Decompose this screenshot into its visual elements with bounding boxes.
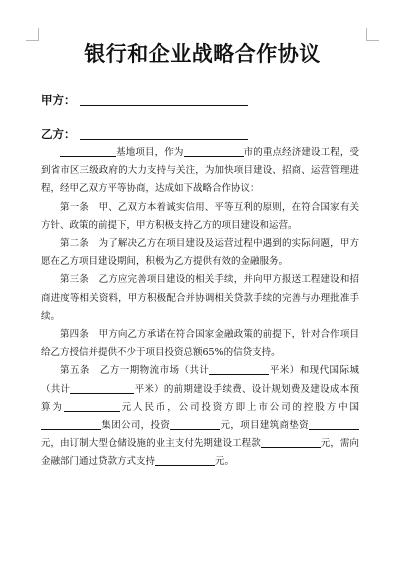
art5-text-9: 元。 bbox=[215, 456, 235, 468]
party-a-blank bbox=[80, 94, 248, 106]
blank-owner-payment bbox=[261, 437, 321, 448]
blank-city-name bbox=[184, 146, 244, 157]
party-b-blank bbox=[80, 128, 248, 140]
art5-text-2: 平米）和现代国际城（共计 bbox=[41, 365, 359, 395]
blank-logistics-area bbox=[209, 364, 269, 375]
article-3: 第三条 乙方应完善项目建设的相关手续，并向甲方报送工程建设和招商进度等相关资料，甲方积极配合并协调相关贷款手续的完善与办理批准手续。 bbox=[41, 274, 359, 322]
blank-group-name bbox=[41, 419, 101, 430]
art5-text-3: 平米）的前期建设手续费、设计规划费及建设成本预算为 bbox=[41, 383, 359, 413]
agreement-body bbox=[41, 144, 359, 472]
party-b-field bbox=[41, 126, 248, 142]
blank-project-name bbox=[60, 146, 116, 157]
art5-text-4: 元人民币，公司投资方即上市公司的控股方中国 bbox=[119, 401, 359, 413]
blank-budget-amount bbox=[64, 401, 120, 412]
blank-intl-city-area bbox=[70, 383, 134, 394]
blank-loan-amount bbox=[155, 455, 215, 466]
art5-text-8: 元，需向金融部门通过贷款方式支持 bbox=[41, 438, 359, 468]
article-4: 第四条 甲方向乙方承诺在符合国家金融政策的前提下，针对合作项目给乙方授信并提供不少于项目投资总额65%的信贷支持。 bbox=[41, 329, 359, 359]
article-2: 第二条 为了解决乙方在项目建设及运营过程中遇到的实际问题，甲方愿在乙方项目建设期间，积极为乙方提供有效的金融服务。 bbox=[41, 238, 359, 268]
art5-text-5: 集团公司，投资 bbox=[101, 420, 171, 432]
intro-text-2: 市的重点经济建设工程，受到省市区三级政府的大力支持与关注，为加快项目建设、招商、运营管理进程，经甲乙双方平等协商，达成如下战略合作协议： bbox=[41, 147, 359, 195]
article-1: 第一条 甲、乙双方本着诚实信用、平等互利的原则，在符合国家有关方针、政策的前提下，甲方积极支持乙方的项目建设和运营。 bbox=[41, 201, 359, 231]
document-title: 银行和企业战略合作协议 bbox=[84, 42, 321, 66]
intro-paragraph bbox=[41, 144, 359, 199]
intro-text-1: 基地项目，作为 bbox=[116, 147, 184, 158]
party-b-label: 乙方： bbox=[41, 127, 76, 141]
blank-investment-amount bbox=[170, 419, 220, 430]
art5-text-6: 元，项目建筑商垫资 bbox=[220, 420, 309, 432]
party-a-label: 甲方： bbox=[41, 93, 76, 107]
blank-contractor-amount bbox=[309, 419, 359, 430]
art5-text-7: 元，由订制大型仓储设施的业主支付先期建设工程款 bbox=[41, 438, 261, 450]
article-5 bbox=[41, 362, 359, 471]
art5-text-1: 第五条 乙方一期物流市场（共计 bbox=[60, 365, 210, 377]
party-a-field bbox=[41, 92, 248, 108]
